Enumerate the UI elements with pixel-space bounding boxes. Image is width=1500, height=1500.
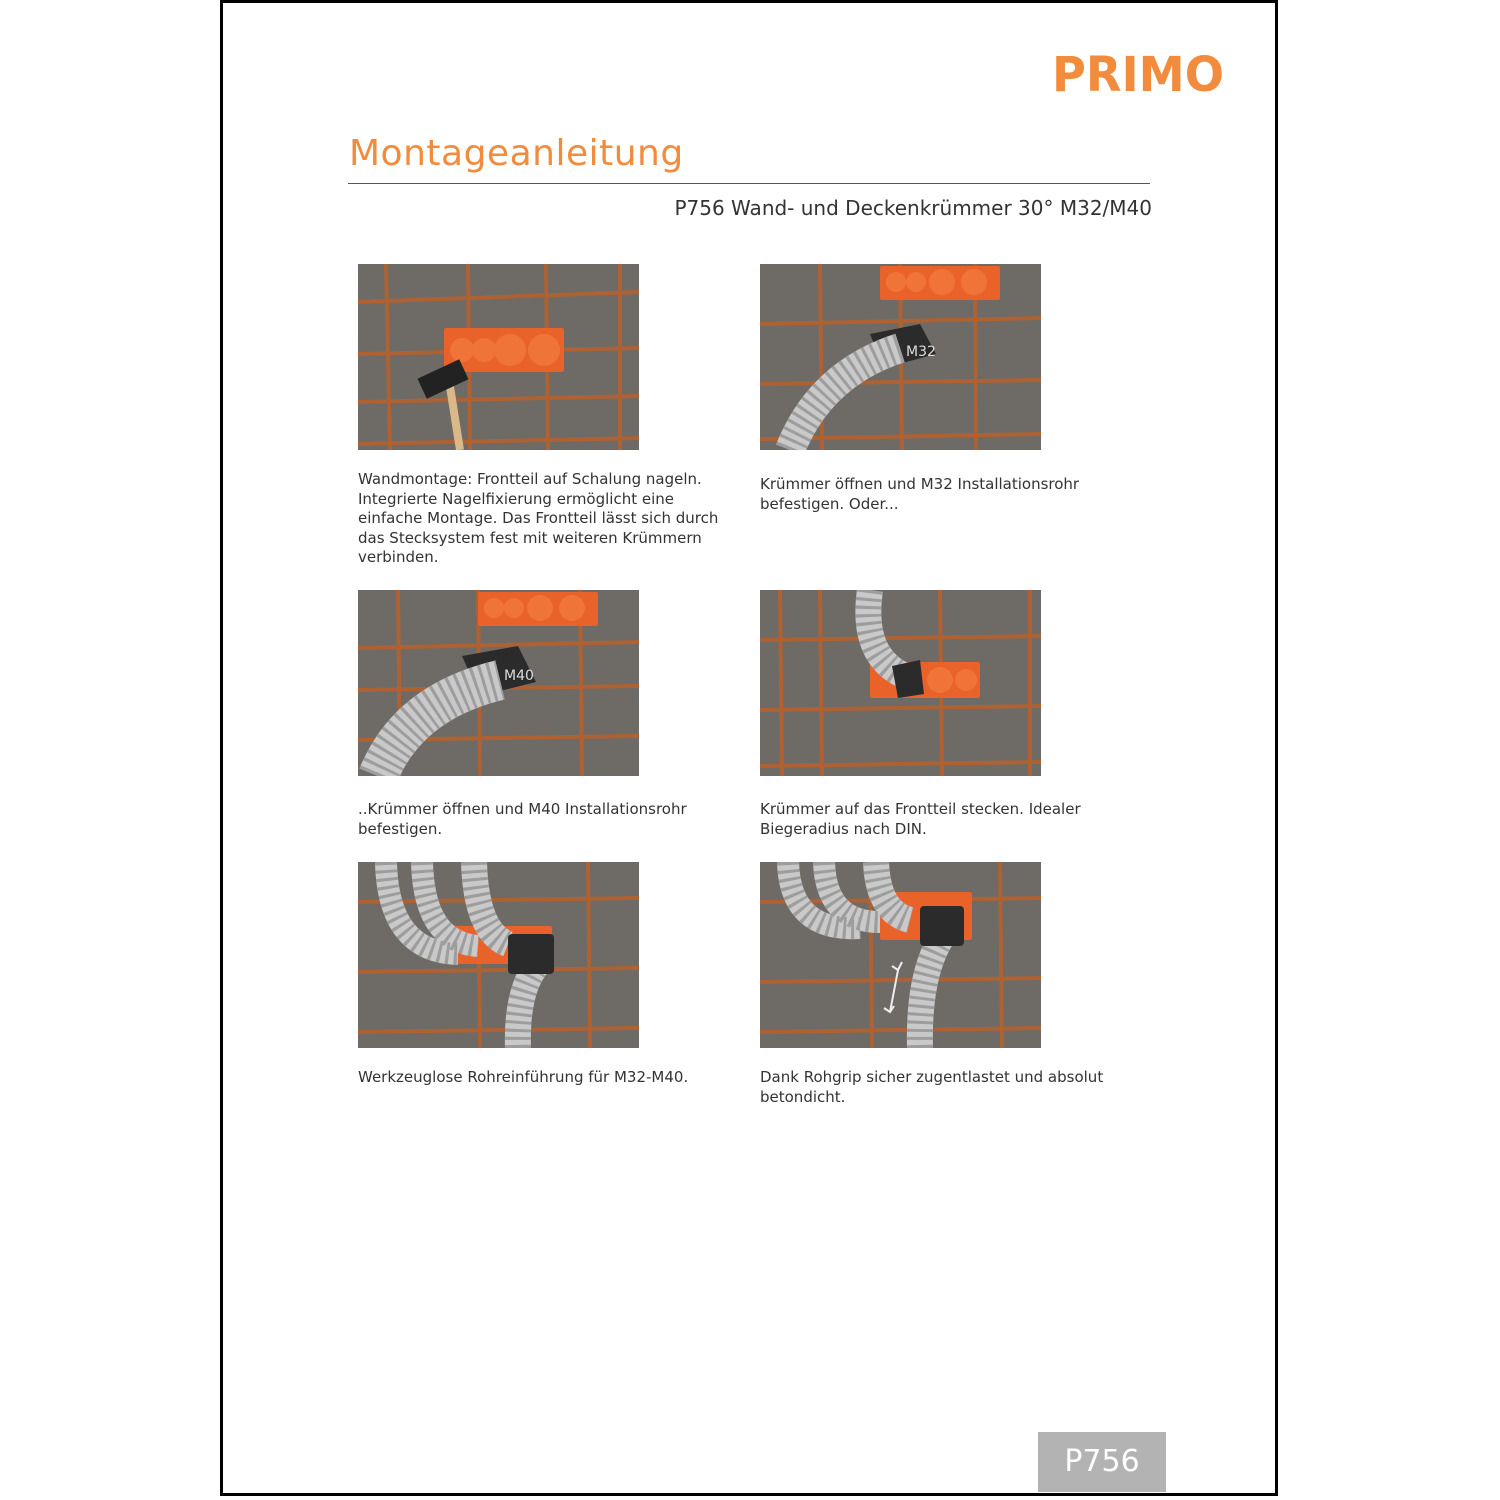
bend-m32-pipe-icon xyxy=(760,264,1041,450)
step-6-caption: Dank Rohgrip sicher zugentlastet und absolut betondicht. xyxy=(760,1068,1104,1106)
title-divider xyxy=(348,183,1150,184)
step-3-caption: ..Krümmer öffnen und M40 Installationsrohr befestigen. xyxy=(358,800,687,838)
step-5-image xyxy=(358,862,639,1048)
step-3-image xyxy=(358,590,639,776)
step-1-caption: Wandmontage: Frontteil auf Schalung nageln. Integrierte Nagelfixierung ermöglicht eine einfache Montage. Das Frontteil lässt sich durch das Stecksystem fest mit weiteren Krümmern verbinden. xyxy=(358,470,719,566)
step-2-image xyxy=(760,264,1041,450)
bend-m40-pipe-icon xyxy=(358,590,639,776)
product-subtitle: P756 Wand- und Deckenkrümmer 30° M32/M40 xyxy=(674,196,1152,220)
logo-text: PRIMO xyxy=(1052,48,1224,96)
primo-logo xyxy=(1052,48,1227,96)
bend-on-frontpart-icon xyxy=(760,590,1041,776)
step-5-caption: Werkzeuglose Rohreinführung für M32-M40. xyxy=(358,1068,689,1086)
multiple-pipes-icon xyxy=(358,862,639,1048)
step-2-caption: Krümmer öffnen und M32 Installationsrohr befestigen. Oder... xyxy=(760,475,1080,513)
hammer-nailing-icon xyxy=(358,264,639,450)
step-2-size-label: M32 xyxy=(906,344,936,360)
step-4-image xyxy=(760,590,1041,776)
strain-relief-icon xyxy=(760,862,1041,1048)
step-4-caption: Krümmer auf das Frontteil stecken. Idealer Biegeradius nach DIN. xyxy=(760,800,1081,838)
step-1-image xyxy=(358,264,639,450)
page-title: Montageanleitung xyxy=(349,133,684,174)
product-code-badge: P756 xyxy=(1038,1432,1166,1492)
step-3-size-label: M40 xyxy=(504,668,534,684)
step-6-image xyxy=(760,862,1041,1048)
